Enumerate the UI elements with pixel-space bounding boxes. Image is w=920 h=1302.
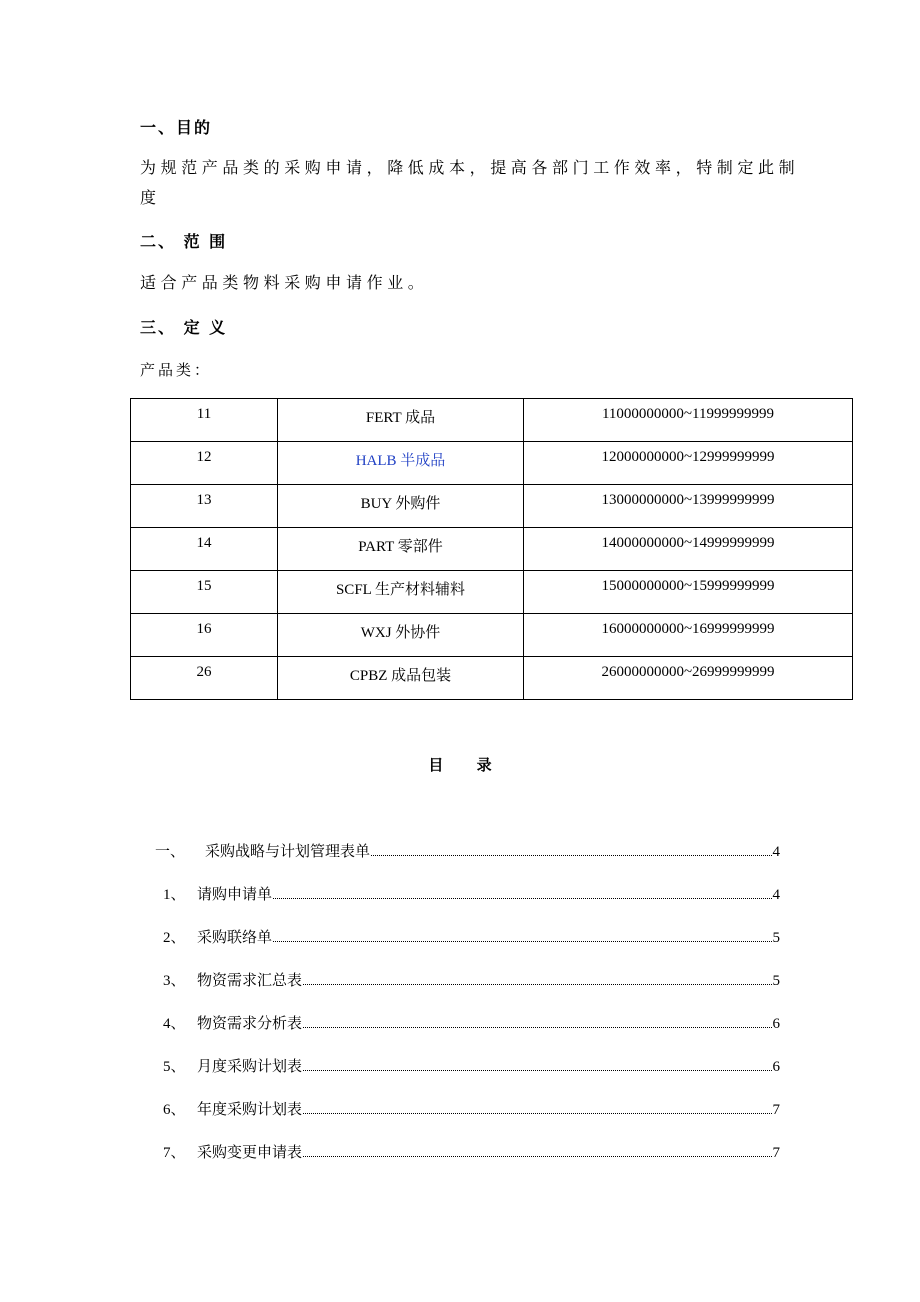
category-name: WXJ 外协件: [278, 614, 524, 657]
toc-entry-label: 物资需求汇总表: [197, 973, 303, 989]
category-name: CPBZ 成品包装: [278, 657, 524, 700]
toc-entry-label: 月度采购计划表: [197, 1059, 303, 1075]
code-range: 15000000000~15999999999: [524, 571, 853, 614]
toc-leader-dots: [303, 1056, 771, 1071]
category-code: 11: [131, 399, 278, 442]
toc-entry-number: 4、: [163, 1016, 186, 1032]
code-range: 16000000000~16999999999: [524, 614, 853, 657]
category-code: 15: [131, 571, 278, 614]
toc-entry-page: 6: [772, 1059, 780, 1075]
table-row: [131, 657, 853, 700]
toc-entry[interactable]: [163, 1099, 780, 1119]
toc-leader-dots: [371, 841, 771, 856]
toc-entry-page: 6: [772, 1016, 780, 1032]
toc-entry-number: 7、: [163, 1145, 186, 1161]
toc-entry-number: 6、: [163, 1102, 186, 1118]
toc-leader-dots: [303, 1013, 771, 1028]
toc-entry[interactable]: [163, 884, 780, 904]
table-row: [131, 399, 853, 442]
scope-text: 适合产品类物料采购申请作业。: [140, 273, 429, 292]
product-category-table: [130, 398, 853, 700]
category-name: FERT 成品: [278, 399, 524, 442]
code-range: 12000000000~12999999999: [524, 442, 853, 485]
scope-heading: 二、 范 围: [140, 232, 228, 251]
toc-entry-page: 5: [772, 930, 780, 946]
toc-entry-number: 3、: [163, 973, 186, 989]
definition-heading: 三、 定 义: [140, 318, 228, 337]
category-code: 12: [131, 442, 278, 485]
category-name-link[interactable]: HALB 半成品: [278, 442, 524, 485]
purpose-text: 为规范产品类的采购申请，降低成本，提高各部门工作效率，特制定此制度: [140, 158, 800, 207]
table-row: [131, 571, 853, 614]
toc-entry-label: 采购变更申请表: [197, 1145, 303, 1161]
purpose-heading: 一、目的: [140, 118, 213, 137]
table-row: [131, 485, 853, 528]
code-range: 26000000000~26999999999: [524, 657, 853, 700]
category-name: PART 零部件: [278, 528, 524, 571]
toc-leader-dots: [273, 884, 771, 899]
toc-entry-page: 7: [772, 1145, 780, 1161]
toc-leader-dots: [303, 970, 771, 985]
toc-entry[interactable]: [163, 927, 780, 947]
toc-entry-label: 年度采购计划表: [197, 1102, 303, 1118]
category-code: 26: [131, 657, 278, 700]
category-code: 16: [131, 614, 278, 657]
code-range: 11000000000~11999999999: [524, 399, 853, 442]
toc-entry-number: 1、: [163, 887, 186, 903]
category-name: SCFL 生产材料辅料: [278, 571, 524, 614]
toc-entry[interactable]: [155, 841, 780, 861]
toc-entry-number: 2、: [163, 930, 186, 946]
toc-leader-dots: [303, 1142, 771, 1157]
table-row: [131, 442, 853, 485]
toc-entry[interactable]: [163, 1142, 780, 1162]
toc-entry-label: 采购联络单: [197, 930, 273, 946]
table-row: [131, 528, 853, 571]
toc-entry-number: 一、: [155, 844, 186, 860]
category-name: BUY 外购件: [278, 485, 524, 528]
toc-entry-page: 4: [772, 844, 780, 860]
toc-entry-page: 5: [772, 973, 780, 989]
toc-entry[interactable]: [163, 1013, 780, 1033]
code-range: 14000000000~14999999999: [524, 528, 853, 571]
toc-entry-page: 7: [772, 1102, 780, 1118]
toc-title: 目 录: [428, 756, 506, 774]
toc-entry[interactable]: [163, 1056, 780, 1076]
toc-entry-label: 物资需求分析表: [197, 1016, 303, 1032]
category-code: 14: [131, 528, 278, 571]
toc-entry-label: 请购申请单: [197, 887, 273, 903]
toc-entry-page: 4: [772, 887, 780, 903]
toc-leader-dots: [273, 927, 771, 942]
toc-entry-number: 5、: [163, 1059, 186, 1075]
code-range: 13000000000~13999999999: [524, 485, 853, 528]
toc-entry[interactable]: [163, 970, 780, 990]
toc-entry-label: 采购战略与计划管理表单: [205, 844, 371, 860]
table-row: [131, 614, 853, 657]
definition-label: 产品类：: [140, 361, 213, 379]
toc-leader-dots: [303, 1099, 771, 1114]
category-code: 13: [131, 485, 278, 528]
